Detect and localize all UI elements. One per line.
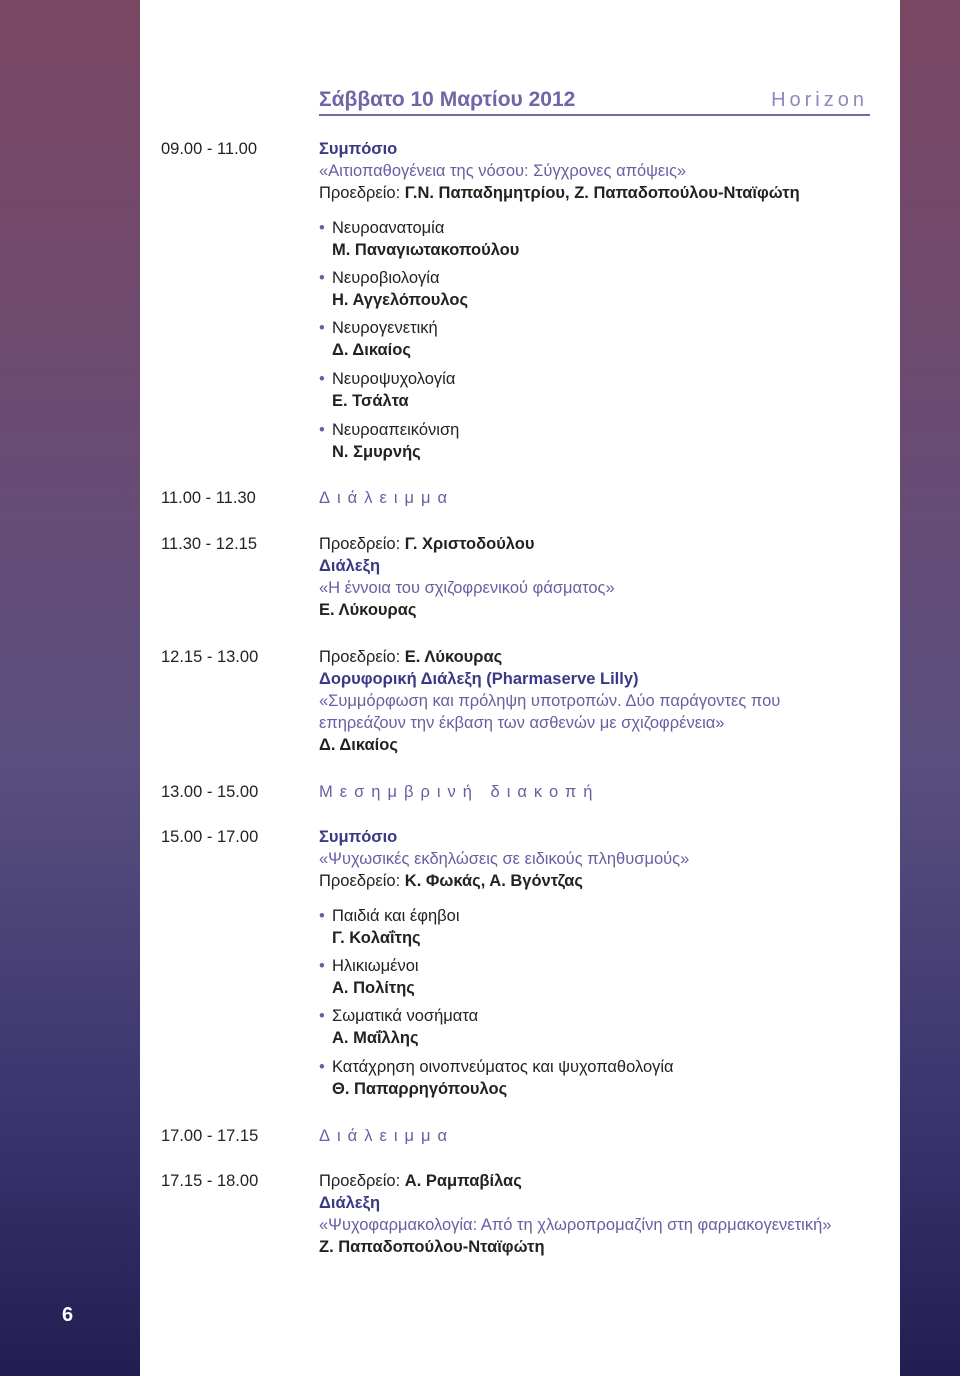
chair-names: Γ.Ν. Παπαδημητρίου, Ζ. Παπαδοπούλου-Νταϊφώτη (404, 184, 800, 202)
talk-topic: Κατάχρηση οινοπνεύματος και ψυχοπαθολογία (332, 1058, 674, 1076)
talk-speaker: Α. Πολίτης (332, 979, 415, 997)
session-time: 11.00 - 11.30 (161, 489, 256, 507)
session-time: 17.00 - 17.15 (161, 1127, 259, 1145)
bullet-icon: • (319, 1007, 325, 1025)
talk-topic: Ηλικιωμένοι (332, 957, 419, 975)
chair-label: Προεδρείο: (319, 184, 401, 202)
talk-speaker: Ν. Σμυρνής (332, 443, 421, 461)
session-chair (319, 872, 583, 891)
header-date: Σάββατο 10 Μαρτίου 2012 (319, 88, 576, 111)
talk-speaker: Α. Μαΐλλης (332, 1029, 419, 1047)
chair-names: Γ. Χριστοδούλου (404, 535, 535, 553)
chair-names: Ε. Λύκουρας (404, 648, 503, 666)
session-speaker: Ζ. Παπαδοπούλου-Νταϊφώτη (319, 1238, 545, 1256)
chair-names: Κ. Φωκάς, Α. Βγόντζας (404, 872, 584, 890)
session-time: 11.30 - 12.15 (161, 535, 258, 553)
talk-topic: Παιδιά και έφηβοι (332, 907, 460, 925)
talk-speaker: Θ. Παπαρρηγόπουλος (332, 1080, 508, 1098)
bullet-icon: • (319, 370, 325, 388)
chair-label: Προεδρείο: (319, 535, 401, 553)
talk-speaker: Ε. Τσάλτα (332, 392, 409, 410)
session-type: Δορυφορική Διάλεξη (Pharmaserve Lilly) (319, 670, 639, 688)
break-label: Διάλειμμα (319, 1127, 455, 1145)
bullet-icon: • (319, 907, 325, 925)
session-chair (319, 184, 800, 203)
session-time: 09.00 - 11.00 (161, 140, 258, 158)
session-title-line1: «Συμμόρφωση και πρόληψη υποτροπών. Δύο παράγοντες που (319, 692, 781, 710)
session-title: «Ψυχοφαρμακολογία: Από τη χλωροπρομαζίνη στη φαρμακογενετική» (319, 1216, 832, 1234)
session-chair (319, 535, 534, 554)
chair-label: Προεδρείο: (319, 648, 401, 666)
session-time: 13.00 - 15.00 (161, 783, 259, 801)
bullet-icon: • (319, 219, 325, 237)
talk-speaker: Δ. Δικαίος (332, 341, 411, 359)
talk-topic: Νευροαπεικόνιση (332, 421, 460, 439)
session-time: 17.15 - 18.00 (161, 1172, 259, 1190)
chair-label: Προεδρείο: (319, 872, 401, 890)
talk-speaker: Η. Αγγελόπουλος (332, 291, 469, 309)
session-title: «Ψυχωσικές εκδηλώσεις σε ειδικούς πληθυσμούς» (319, 850, 690, 868)
session-type: Συμπόσιο (319, 828, 398, 846)
session-speaker: Ε. Λύκουρας (319, 601, 417, 619)
session-chair (319, 1172, 522, 1191)
session-title: «Αιτιοπαθογένεια της νόσου: Σύγχρονες απόψεις» (319, 162, 687, 180)
session-time: 15.00 - 17.00 (161, 828, 259, 846)
talk-topic: Σωματικά νοσήματα (332, 1007, 479, 1025)
talk-speaker: Μ. Παναγιωτακοπούλου (332, 241, 520, 259)
session-speaker: Δ. Δικαίος (319, 736, 398, 754)
page-header (319, 84, 870, 116)
break-label: Μεσημβρινή διακοπή (319, 783, 600, 801)
chair-label: Προεδρείο: (319, 1172, 401, 1190)
header-venue: Horizon (771, 89, 868, 111)
bullet-icon: • (319, 319, 325, 337)
session-type: Διάλεξη (319, 557, 381, 575)
bullet-icon: • (319, 269, 325, 287)
session-title-line2: επηρεάζουν την έκβαση των ασθενών με σχιζοφρένεια» (319, 714, 725, 732)
talk-topic: Νευροανατομία (332, 219, 445, 237)
bullet-icon: • (319, 421, 325, 439)
talk-topic: Νευρογενετική (332, 319, 438, 337)
break-label: Διάλειμμα (319, 489, 455, 507)
talk-speaker: Γ. Κολαΐτης (332, 929, 421, 947)
talk-topic: Νευροβιολογία (332, 269, 440, 287)
session-type: Συμπόσιο (319, 140, 398, 158)
session-time: 12.15 - 13.00 (161, 648, 259, 666)
page-number: 6 (62, 1304, 74, 1326)
session-chair (319, 648, 502, 667)
session-title: «Η έννοια του σχιζοφρενικού φάσματος» (319, 579, 615, 597)
bullet-icon: • (319, 957, 325, 975)
session-type: Διάλεξη (319, 1194, 381, 1212)
chair-names: Α. Ραμπαβίλας (404, 1172, 522, 1190)
talk-topic: Νευροψυχολογία (332, 370, 456, 388)
bullet-icon: • (319, 1058, 325, 1076)
